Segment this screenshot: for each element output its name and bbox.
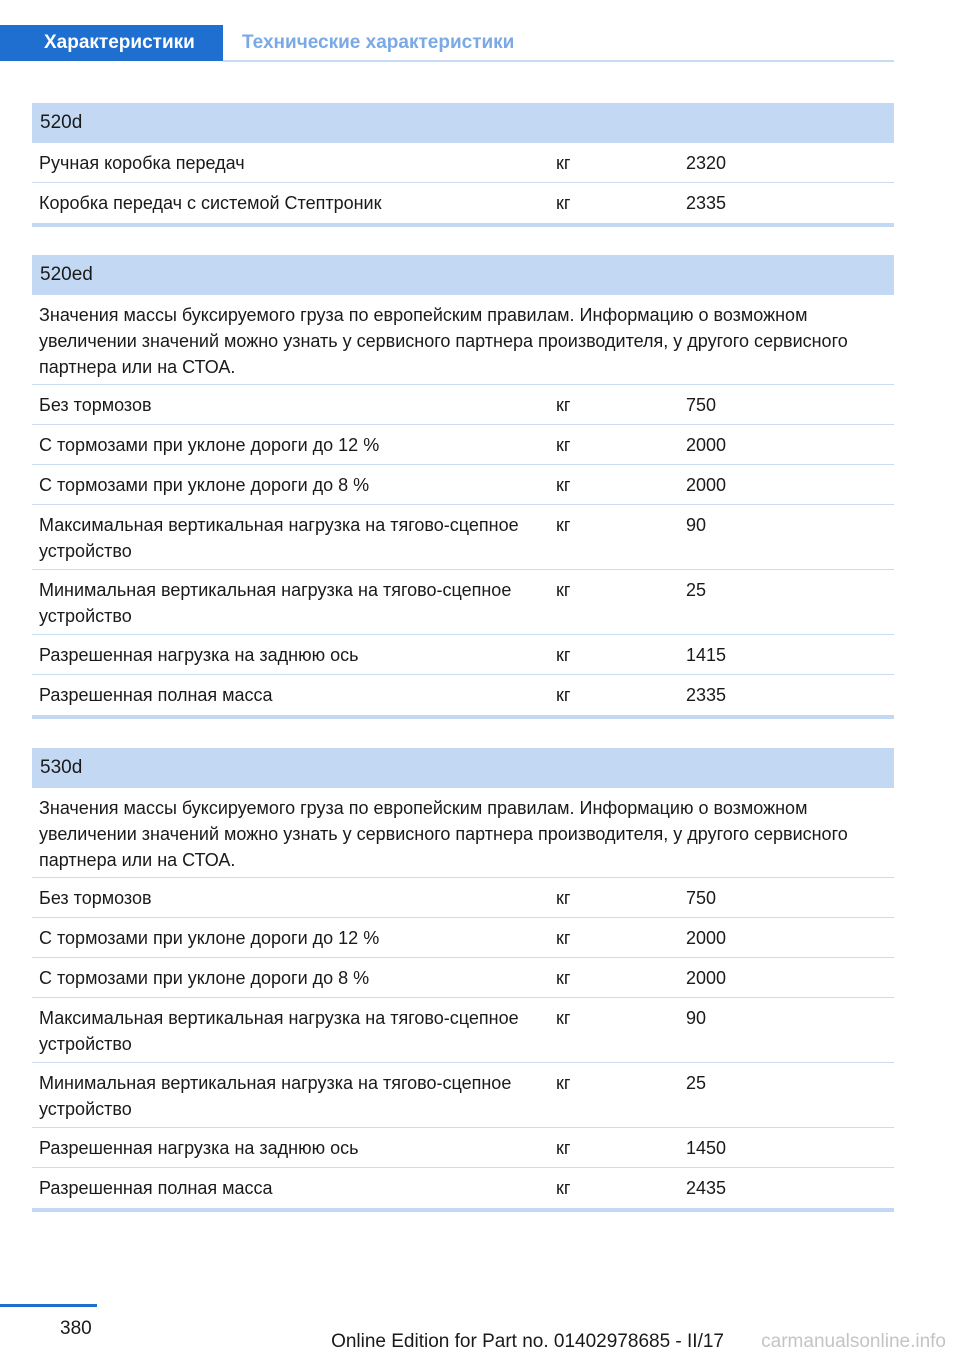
- row-label: Без тормозов: [39, 395, 152, 415]
- row-label: Разрешенная нагрузка на заднюю ось: [39, 645, 359, 665]
- row-unit: кг: [556, 968, 571, 988]
- table-row: [32, 183, 894, 227]
- row-value: 2335: [686, 685, 727, 705]
- row-unit: кг: [556, 888, 571, 908]
- table-row: [32, 998, 894, 1063]
- row-value: 1415: [686, 645, 727, 665]
- row-label: Разрешенная нагрузка на заднюю ось: [39, 1138, 359, 1158]
- table-row: [32, 675, 894, 719]
- row-value: 2000: [686, 475, 727, 495]
- row-unit: кг: [556, 580, 571, 600]
- table-row: [32, 918, 894, 958]
- row-value: 2435: [686, 1178, 727, 1198]
- row-label: Максимальная вертикальная нагрузка на тягово-сцепное устройство: [39, 515, 519, 561]
- row-unit: кг: [556, 928, 571, 948]
- row-unit: кг: [556, 395, 571, 415]
- table-row: [32, 878, 894, 918]
- row-unit: кг: [556, 435, 571, 455]
- section-note: Значения массы буксируемого груза по европейским правилам. Информацию о возможном увеличении значений можно узнать у сервисного партнера производителя, у другого сервисного партнера или на СТОА.: [32, 295, 894, 385]
- table-row: [32, 505, 894, 570]
- row-unit: кг: [556, 1178, 571, 1198]
- row-label: Разрешенная полная масса: [39, 685, 273, 705]
- row-unit: кг: [556, 515, 571, 535]
- row-value: 90: [686, 1008, 707, 1028]
- row-value: 1450: [686, 1138, 727, 1158]
- table-row: [32, 143, 894, 183]
- table-row: [32, 425, 894, 465]
- section-title: 530d: [32, 748, 894, 788]
- section-520ed: [32, 255, 894, 719]
- section-note: Значения массы буксируемого груза по европейским правилам. Информацию о возможном увеличении значений можно узнать у сервисного партнера производителя, у другого сервисного партнера или на СТОА.: [32, 788, 894, 878]
- row-unit: кг: [556, 645, 571, 665]
- table-row: [32, 570, 894, 635]
- row-value: 90: [686, 515, 707, 535]
- table-row: [32, 1063, 894, 1128]
- row-unit: кг: [556, 1008, 571, 1028]
- row-unit: кг: [556, 153, 571, 173]
- table-row: [32, 385, 894, 425]
- row-label: Без тормозов: [39, 888, 152, 908]
- row-value: 2000: [686, 928, 727, 948]
- footer-accent-line: [0, 1304, 97, 1307]
- table-row: [32, 465, 894, 505]
- section-530d: [32, 748, 894, 1212]
- edition-text: Online Edition for Part no. 01402978685 - II/17: [331, 1331, 724, 1352]
- section-520d: [32, 103, 894, 227]
- row-label: С тормозами при уклоне дороги до 8 %: [39, 475, 370, 495]
- table-row: [32, 958, 894, 998]
- row-label: Максимальная вертикальная нагрузка на тягово-сцепное устройство: [39, 1008, 519, 1054]
- row-label: Минимальная вертикальная нагрузка на тягово-сцепное устройство: [39, 580, 512, 626]
- row-value: 750: [686, 395, 717, 415]
- row-unit: кг: [556, 475, 571, 495]
- row-value: 2320: [686, 153, 727, 173]
- tab-technical-specs[interactable]: Технические характеристики: [242, 32, 515, 53]
- section-title: 520d: [32, 103, 894, 143]
- row-label: С тормозами при уклоне дороги до 12 %: [39, 928, 380, 948]
- row-label: Разрешенная полная масса: [39, 1178, 273, 1198]
- row-value: 750: [686, 888, 717, 908]
- row-unit: кг: [556, 1073, 571, 1093]
- row-unit: кг: [556, 193, 571, 213]
- section-title: 520ed: [32, 255, 894, 295]
- row-label: Ручная коробка передач: [39, 153, 245, 173]
- row-unit: кг: [556, 685, 571, 705]
- row-value: 2335: [686, 193, 727, 213]
- table-row: [32, 1168, 894, 1212]
- row-value: 25: [686, 580, 707, 600]
- row-unit: кг: [556, 1138, 571, 1158]
- page-header: [0, 25, 894, 63]
- row-label: С тормозами при уклоне дороги до 8 %: [39, 968, 370, 988]
- row-label: Коробка передач с системой Стептроник: [39, 193, 382, 213]
- table-row: [32, 635, 894, 675]
- watermark: carmanualsonline.info: [761, 1331, 946, 1352]
- row-label: С тормозами при уклоне дороги до 12 %: [39, 435, 380, 455]
- header-divider: [223, 60, 894, 62]
- tab-characteristics[interactable]: Характеристики: [0, 25, 223, 61]
- row-label: Минимальная вертикальная нагрузка на тягово-сцепное устройство: [39, 1073, 512, 1119]
- page-number: 380: [60, 1318, 92, 1339]
- table-row: [32, 1128, 894, 1168]
- row-value: 2000: [686, 435, 727, 455]
- row-value: 25: [686, 1073, 707, 1093]
- row-value: 2000: [686, 968, 727, 988]
